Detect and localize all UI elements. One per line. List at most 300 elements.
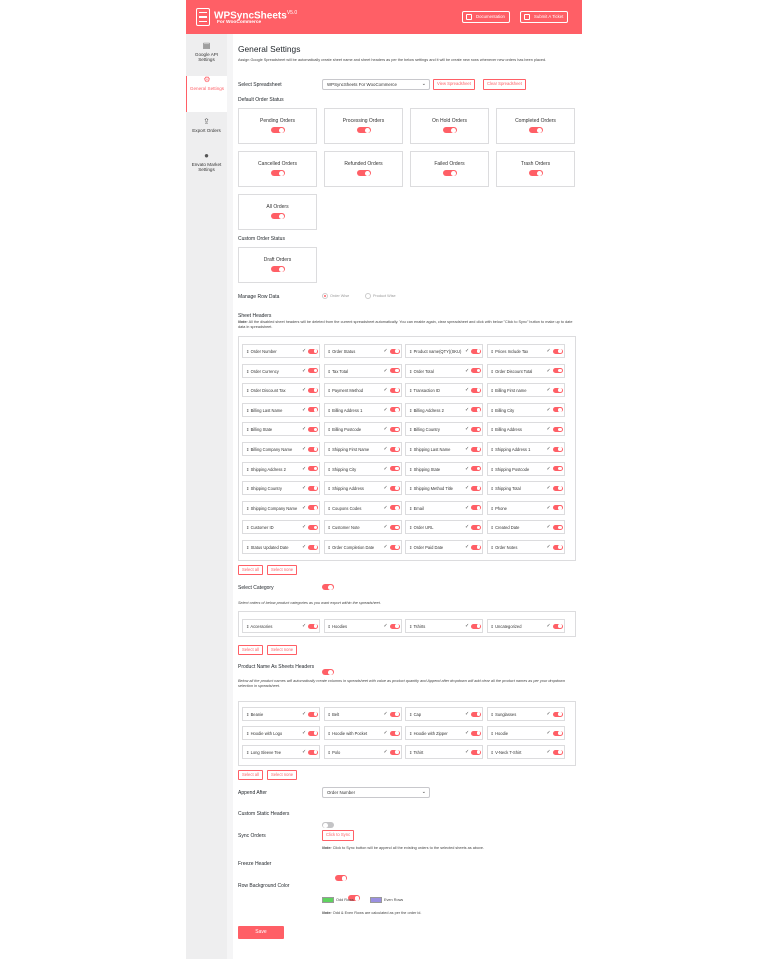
header-toggle[interactable] [471,545,481,550]
submit-ticket-button[interactable]: Submit A Ticket [520,11,568,23]
header-item-label: ⇕ Transaction ID [409,388,440,394]
edit-icon[interactable]: ✓ [302,465,307,472]
header-item[interactable] [487,462,565,476]
header-item[interactable] [324,442,402,456]
edit-icon[interactable]: ✓ [302,406,307,413]
header-item-label: ⇕ Billing City [490,407,515,413]
header-item[interactable] [242,442,320,456]
edit-icon[interactable]: ✓ [465,711,470,717]
header-toggle[interactable] [471,505,481,510]
even-color-swatch[interactable] [370,897,382,903]
header-toggle[interactable] [553,750,563,755]
edit-icon[interactable]: ✓ [465,524,470,531]
header-toggle[interactable] [471,349,481,354]
header-item[interactable] [405,462,483,476]
clear-spreadsheet-button[interactable]: Clear Spreadsheet [483,79,526,90]
header-item[interactable] [242,540,320,554]
edit-icon[interactable]: ✓ [546,426,551,433]
header-item[interactable] [405,726,483,740]
edit-icon[interactable]: ✓ [465,485,470,492]
order-wise-radio[interactable]: Order Wise [322,293,349,299]
header-toggle[interactable] [553,447,563,452]
header-item[interactable] [487,707,565,721]
header-toggle[interactable] [390,349,400,354]
edit-icon[interactable]: ✓ [465,406,470,413]
spreadsheet-select[interactable]: WPSyncSheets For WooCommerce ⌄ [322,79,430,90]
header-item-label: ⇕ Tshirts [409,624,426,629]
select-none-button[interactable]: Select none [267,645,297,655]
header-toggle[interactable] [390,545,400,550]
header-item[interactable] [487,403,565,417]
row-color-note: Note: Odd & Even Rows are calculated as per the order id. [322,911,422,915]
header-toggle[interactable] [390,427,400,432]
header-item-label: ⇕ Email [409,505,424,511]
header-item[interactable] [242,481,320,495]
header-item[interactable] [405,481,483,495]
header-item[interactable] [405,383,483,397]
header-toggle[interactable] [308,388,318,393]
save-button[interactable]: Save [238,926,284,939]
view-spreadsheet-button[interactable]: View Spreadsheet [433,79,475,90]
edit-icon[interactable]: ✓ [465,367,470,374]
edit-icon[interactable]: ✓ [465,730,470,736]
header-toggle[interactable] [308,505,318,510]
header-item[interactable] [324,383,402,397]
edit-icon[interactable]: ✓ [465,348,470,354]
header-item-label: ⇕ Order Number [246,349,277,354]
select-none-button[interactable]: Select none [267,770,297,780]
header-item-label: ⇕ Billing Address 1 [327,407,363,413]
header-item[interactable] [405,403,483,417]
header-toggle[interactable] [390,750,400,755]
header-item[interactable] [405,520,483,534]
header-item-label: ⇕ Billing Last Name [246,407,283,413]
status-toggle[interactable] [271,213,285,219]
product-headers-note: Below all the product names will automatically create columns in spreadsheet with value as product quantity and Append after dropdown will add clear all the product names as per your dropdown selection in spreadsheet. [238,679,565,688]
sidebar-item-general-settings[interactable]: ⚙ General Settings [186,76,227,112]
header-item-label: ⇕ Shipping Postcode [490,466,530,472]
header-toggle[interactable] [553,486,563,491]
sync-note: Note: Click to Sync button will be append all the existing orders to the selected sheets as above. [322,846,485,850]
header-item[interactable] [487,422,565,436]
header-item-label: ⇕ Shipping Company Name [246,505,298,511]
header-toggle[interactable] [471,712,481,717]
edit-icon[interactable]: ✓ [383,524,388,531]
edit-icon[interactable]: ✓ [546,711,551,717]
header-toggle[interactable] [308,427,318,432]
header-item-label: ⇕ Order Discount Total [490,368,533,374]
header-toggle[interactable] [308,349,318,354]
header-item-label: ⇕ Hoodies [327,624,348,629]
edit-icon[interactable]: ✓ [383,406,388,413]
header-toggle[interactable] [308,447,318,452]
header-item[interactable] [405,540,483,554]
header-toggle[interactable] [390,624,400,629]
edit-icon[interactable]: ✓ [302,348,307,354]
header-item-label: ⇕ Billing Postcode [327,427,362,433]
header-item-label: ⇕ Tshirt [409,750,424,755]
header-item[interactable] [487,481,565,495]
select-none-button[interactable]: Select none [267,565,297,575]
logo-icon [196,8,210,26]
edit-icon[interactable]: ✓ [546,348,551,354]
header-item-label: ⇕ Payment Method [327,388,364,394]
header-item[interactable] [487,344,565,358]
sync-orders-label: Sync Orders [238,833,266,839]
edit-icon[interactable]: ✓ [302,504,307,511]
edit-icon[interactable]: ✓ [302,749,307,755]
status-toggle[interactable] [357,170,371,176]
edit-icon[interactable]: ✓ [383,730,388,736]
header-item[interactable] [487,383,565,397]
header-toggle[interactable] [308,368,318,373]
edit-icon[interactable]: ✓ [302,387,307,394]
sidebar [186,34,227,959]
manage-row-label: Manage Row Data [238,294,280,300]
edit-icon[interactable]: ✓ [302,623,307,629]
edit-icon[interactable]: ✓ [302,426,307,433]
settings-panel [233,34,582,959]
header-toggle[interactable] [471,447,481,452]
edit-icon[interactable]: ✓ [546,504,551,511]
header-toggle[interactable] [390,388,400,393]
edit-icon[interactable]: ✓ [546,623,551,629]
header-item-label: ⇕ Uncategorized [490,624,522,629]
freeze-header-label: Freeze Header [238,861,272,867]
header-item-label: ⇕ Phone [490,505,507,511]
header-item-label: ⇕ Hoodie with Zipper [409,731,448,736]
header-item-label: ⇕ Shipping Method Title [409,486,453,492]
header-item[interactable] [324,501,402,515]
header-item-label: ⇕ Billing First name [490,388,527,394]
select-all-button[interactable]: Select all [238,770,263,780]
header-item[interactable] [487,364,565,378]
header-item-label: ⇕ Customer Note [327,525,360,531]
header-item[interactable] [324,520,402,534]
header-item-label: ⇕ Hoodie [490,731,509,736]
odd-color-swatch[interactable] [322,897,334,903]
header-item[interactable] [242,422,320,436]
edit-icon[interactable]: ✓ [546,446,551,452]
header-item-label: ⇕ V-Neck T-Shirt [490,750,522,755]
header-toggle[interactable] [471,731,481,736]
edit-icon[interactable]: ✓ [465,426,470,433]
header-item[interactable] [324,745,402,759]
sheet-headers-note: Note: All the disabled sheet headers will be deleted from the current spreadsheet automatically. You can enable again, clear spreadsheet and click with below "Click to Sync" button to make up to date data in spreadsheet. [238,320,573,329]
header-item-label: ⇕ Shipping Last Name [409,447,451,452]
header-toggle[interactable] [553,505,563,510]
header-item[interactable] [405,619,483,633]
status-toggle[interactable] [357,127,371,133]
page-title: General Settings [238,44,301,54]
header-toggle[interactable] [390,712,400,717]
header-toggle[interactable] [308,731,318,736]
status-toggle[interactable] [443,127,457,133]
header-toggle[interactable] [553,731,563,736]
header-item-label: ⇕ Billing State [246,427,273,433]
freeze-header-toggle[interactable] [335,875,347,881]
header-item[interactable] [487,501,565,515]
header-toggle[interactable] [308,407,318,412]
odd-rows-swatch[interactable]: Odd Rows [322,897,354,903]
header-toggle[interactable] [471,368,481,373]
sheet-headers-label: Sheet Headers [238,313,272,319]
header-item-label: ⇕ Shipping First Name [327,447,370,452]
header-toggle[interactable] [553,349,563,354]
edit-icon[interactable]: ✓ [546,406,551,413]
status-toggle[interactable] [443,170,457,176]
sidebar-item-envato[interactable]: ● Envato Market Settings [191,151,222,173]
edit-icon[interactable]: ✓ [546,387,551,394]
edit-icon[interactable]: ✓ [465,623,470,629]
header-item[interactable] [487,540,565,554]
header-toggle[interactable] [471,466,481,471]
edit-icon[interactable]: ✓ [465,504,470,511]
header-toggle[interactable] [471,486,481,491]
edit-icon[interactable]: ✓ [546,749,551,755]
header-item[interactable] [405,422,483,436]
header-item-label: ⇕ Accessories [246,624,273,629]
edit-icon[interactable]: ✓ [383,426,388,433]
edit-icon[interactable]: ✓ [383,623,388,629]
header-item[interactable] [242,707,320,721]
header-toggle[interactable] [471,750,481,755]
header-item[interactable] [324,707,402,721]
edit-icon[interactable]: ✓ [383,544,388,550]
header-toggle[interactable] [471,407,481,412]
edit-icon[interactable]: ✓ [302,730,307,736]
edit-icon[interactable]: ✓ [546,730,551,736]
order-status-card: Completed Orders [496,108,575,144]
edit-icon[interactable]: ✓ [302,367,307,374]
header-toggle[interactable] [390,486,400,491]
header-item-label: ⇕ Shipping Address [327,486,364,492]
header-item[interactable] [242,344,320,358]
header-toggle[interactable] [308,624,318,629]
header-toggle[interactable] [553,388,563,393]
header-item[interactable] [324,422,402,436]
header-toggle[interactable] [390,368,400,373]
category-toggle[interactable] [322,584,334,590]
header-item[interactable] [405,501,483,515]
custom-status-card: Draft Orders [238,247,317,283]
edit-icon[interactable]: ✓ [465,749,470,755]
header-item[interactable] [242,520,320,534]
header-item-label: ⇕ Hoodie with Pocket [327,731,368,736]
header-toggle[interactable] [471,388,481,393]
header-item[interactable] [324,344,402,358]
order-status-card: Processing Orders [324,108,403,144]
edit-icon[interactable]: ✓ [383,711,388,717]
header-item-label: ⇕ Order Paid Date [409,545,444,550]
header-item-label: ⇕ Cap [409,712,422,717]
header-item-label: ⇕ Belt [327,712,340,717]
header-toggle[interactable] [553,712,563,717]
header-item[interactable] [242,383,320,397]
header-item[interactable] [324,619,402,633]
edit-icon[interactable]: ✓ [383,504,388,511]
header-item-label: ⇕ Billing Company Name [246,447,293,452]
header-item-label: ⇕ Prices Include Tax [490,349,529,354]
header-item[interactable] [324,540,402,554]
header-item-label: ⇕ Coupons Codes [327,505,362,511]
select-all-button[interactable]: Select all [238,645,263,655]
edit-icon[interactable]: ✓ [383,367,388,374]
status-toggle[interactable] [529,170,543,176]
header-toggle[interactable] [553,525,563,530]
header-item-label: ⇕ Status Updated Date [246,545,289,550]
top-header [186,0,582,34]
edit-icon[interactable]: ✓ [302,446,307,452]
documentation-button[interactable]: Documentation [462,11,510,23]
select-category-label: Select Category [238,585,274,591]
edit-icon[interactable]: ✓ [383,485,388,492]
header-toggle[interactable] [553,545,563,550]
edit-icon[interactable]: ✓ [546,367,551,374]
header-item[interactable] [324,364,402,378]
status-toggle[interactable] [529,127,543,133]
header-toggle[interactable] [390,525,400,530]
edit-icon[interactable]: ✓ [383,348,388,354]
header-item[interactable] [487,442,565,456]
edit-icon[interactable]: ✓ [302,544,307,550]
header-item[interactable] [405,707,483,721]
header-toggle[interactable] [308,486,318,491]
header-toggle[interactable] [390,407,400,412]
header-toggle[interactable] [471,525,481,530]
order-status-card: Pending Orders [238,108,317,144]
header-item[interactable] [324,403,402,417]
status-toggle[interactable] [271,127,285,133]
header-item[interactable] [242,745,320,759]
order-status-card: Cancelled Orders [238,151,317,187]
header-item[interactable] [405,344,483,358]
edit-icon[interactable]: ✓ [465,446,470,452]
custom-static-toggle[interactable] [322,822,334,828]
header-item-label: ⇕ Order Notes [490,545,518,550]
export-icon: ⇪ [203,117,210,126]
edit-icon[interactable]: ✓ [546,544,551,550]
chevron-down-icon: ⌄ [421,81,426,87]
edit-icon[interactable]: ✓ [465,544,470,550]
header-item[interactable] [242,726,320,740]
header-item-label: ⇕ Shipping State [409,466,441,472]
header-item[interactable] [242,403,320,417]
header-toggle[interactable] [390,731,400,736]
header-item-label: ⇕ Order Total [409,368,434,374]
header-item-label: ⇕ Shipping Country [246,486,282,492]
chevron-down-icon: ⌄ [421,789,426,795]
header-item[interactable] [242,501,320,515]
header-toggle[interactable] [471,624,481,629]
header-item-label: ⇕ Shipping Total [490,486,521,492]
header-toggle[interactable] [308,545,318,550]
select-spreadsheet-label: Select Spreadsheet [238,82,282,88]
header-toggle[interactable] [390,505,400,510]
header-toggle[interactable] [553,427,563,432]
header-item[interactable] [487,745,565,759]
header-toggle[interactable] [308,712,318,717]
append-after-select[interactable]: Order Number ⌄ [322,787,430,798]
edit-icon[interactable]: ✓ [302,524,307,531]
header-toggle[interactable] [308,750,318,755]
header-item[interactable] [324,726,402,740]
header-toggle[interactable] [390,447,400,452]
header-item[interactable] [242,462,320,476]
sidebar-item-export-orders[interactable]: ⇪ Export Orders [192,117,221,133]
edit-icon[interactable]: ✓ [302,711,307,717]
header-item[interactable] [242,619,320,633]
header-item[interactable] [405,364,483,378]
custom-static-headers-label: Custom Static Headers [238,811,290,817]
edit-icon[interactable]: ✓ [383,749,388,755]
edit-icon[interactable]: ✓ [383,387,388,394]
header-item-label: ⇕ Polo [327,750,341,755]
row-background-label: Row Background Color [238,883,290,889]
header-item-label: ⇕ Created Date [490,525,520,531]
header-item[interactable] [487,619,565,633]
app-subtitle: For WooCommerce [217,20,262,25]
edit-icon[interactable]: ✓ [383,465,388,472]
header-toggle[interactable] [553,407,563,412]
edit-icon[interactable]: ✓ [465,387,470,394]
header-toggle[interactable] [553,368,563,373]
header-item-label: ⇕ Tax Total [327,368,349,374]
edit-icon[interactable]: ✓ [302,485,307,492]
header-item[interactable] [405,745,483,759]
sidebar-item-google-api[interactable]: ▤ Google API Settings [194,41,219,63]
header-toggle[interactable] [553,624,563,629]
header-item-label: ⇕ Shipping Address 2 [246,466,286,472]
header-toggle[interactable] [390,466,400,471]
header-item-label: ⇕ Billing Address 2 [409,407,444,413]
edit-icon[interactable]: ✓ [546,465,551,472]
click-to-sync-button[interactable]: Click to Sync [322,830,354,841]
header-item-label: ⇕ Shipping City [327,466,357,472]
edit-icon[interactable]: ✓ [546,524,551,531]
header-toggle[interactable] [308,525,318,530]
status-toggle[interactable] [271,170,285,176]
leaf-icon: ● [204,151,209,160]
even-rows-swatch[interactable]: Even Rows [370,897,403,903]
product-headers-label: Product Name As Sheets Headers [238,664,315,670]
edit-icon[interactable]: ✓ [383,446,388,452]
header-item[interactable] [324,481,402,495]
header-item[interactable] [324,462,402,476]
header-item-label: ⇕ Order Discount Tax [246,388,286,394]
header-item[interactable] [487,520,565,534]
header-item-label: ⇕ Sunglasses [490,712,517,717]
status-toggle[interactable] [271,266,285,272]
header-toggle[interactable] [553,466,563,471]
header-item[interactable] [242,364,320,378]
order-status-card: Refunded Orders [324,151,403,187]
header-item-label: ⇕ Hoodie with Logo [246,731,283,736]
edit-icon[interactable]: ✓ [546,485,551,492]
intro-text: Assign Google Spreadsheet will be automatically create sheet name and sheet headers as per the below settings and it will be create new rows whenever new orders has been placed. [238,58,547,62]
header-item[interactable] [405,442,483,456]
edit-icon[interactable]: ✓ [465,465,470,472]
header-item[interactable] [487,726,565,740]
product-wise-radio[interactable]: Product Wise [365,293,396,299]
header-toggle[interactable] [471,427,481,432]
header-item-label: ⇕ Product name(QTY)(SKU) [409,349,462,354]
header-toggle[interactable] [308,466,318,471]
api-icon: ▤ [202,41,211,50]
select-all-button[interactable]: Select all [238,565,263,575]
product-headers-toggle[interactable] [322,669,334,675]
header-item-label: ⇕ Order Completion Date [327,545,375,550]
